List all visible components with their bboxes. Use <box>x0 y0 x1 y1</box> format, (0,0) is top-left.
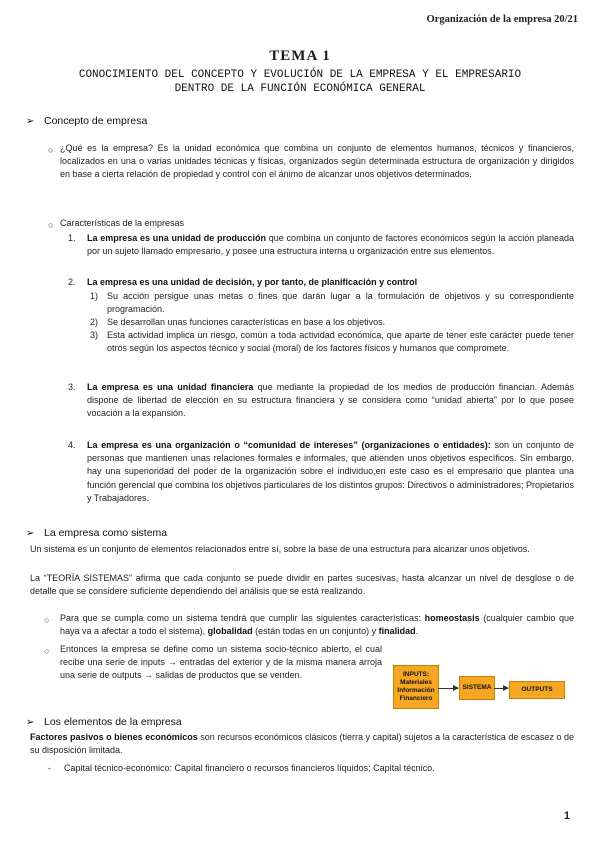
list-number: 2. <box>68 277 76 287</box>
outputs-box: OUTPUTS <box>509 681 565 699</box>
subtitle-line-1: CONOCIMIENTO DEL CONCEPTO Y EVOLUCIÓN DE LA EMPRESA Y EL EMPRESARIO <box>78 69 522 81</box>
document-header: Organización de la empresa 20/21 <box>426 14 578 25</box>
sistema-paragraph-2: La “TEORÍA SISTEMAS” afirma que cada conjunto se puede dividir en partes sucesivas, hasta alcanzar un nivel de desglose o de detalle que se considere suficiente dependiendo del análisis que se está realizando. <box>30 573 574 597</box>
inputs-box: INPUTS: Materiales Información Financiero <box>393 665 439 709</box>
arrow-right-icon <box>438 688 458 689</box>
sub-number: 2) <box>90 317 99 327</box>
circle-bullet-icon: ○ <box>44 646 50 656</box>
sistema-box: SISTEMA <box>459 676 495 700</box>
arrow-bullet-icon: ➢ <box>26 528 35 539</box>
sub-number: 3) <box>90 330 99 340</box>
sistema-bullet-2: Entonces la empresa se define como un sistema socio-técnico abierto, el cual recibe una serie de inputs → entradas del exterior y de la misma manera arroja una serie de outputs → salidas de productos que se venden. <box>60 644 382 681</box>
sub-item-2: Se desarrollan unas funciones características en base a los objetivos. <box>107 317 386 327</box>
elementos-paragraph: Factores pasivos o bienes económicos son recursos económicos clásicos (tierra y capital) sujetos a la característica de escasez o de su disposición limitada. <box>30 732 575 756</box>
section-heading-elementos: ➢ Los elementos de la empresa <box>26 716 182 728</box>
caracteristica-item-1: La empresa es una unidad de producción que combina un conjunto de factores económicos según la acción planeada por un sujeto llamado empresario, y posee una estructura interna u organización entre sus elementos. <box>87 233 574 257</box>
caracteristica-item-3: La empresa es una unidad financiera que mediante la propiedad de los medios de producción financian. Además dispone de libertad de elección en su estructura financiera y se considera como “unidad abierta” por lo que posee vocación a la expansión. <box>87 382 575 419</box>
sistema-paragraph-1: Un sistema es un conjunto de elementos relacionados entre sí, sobre la base de una estructura para alcanzar unos objetivos. <box>30 544 530 554</box>
caracteristicas-heading: Características de la empresas <box>60 218 185 228</box>
elementos-dash-item: Capital técnico-económico: Capital financiero o recursos financieros líquidos; Capital técnico. <box>64 763 435 773</box>
concepto-paragraph: ¿Qué es la empresa? Es la unidad económica que combina un conjunto de elementos humanos, técnicos y financieros, localizados en una o varias unidades técnicas y físicas, organizados según determinada estructura de organización y dirigidos en base a cierta relación de propiedad y control con el ánimo de alcanzar unos objetivos determinados. <box>60 143 574 180</box>
sub-item-1: Su acción persigue unas metas o fines que darán lugar a la formulación de objetivos y su correspondiente programación. <box>107 291 574 315</box>
sub-number: 1) <box>90 291 99 301</box>
circle-bullet-icon: ○ <box>48 145 54 155</box>
sub-item-3: Esta actividad implica un riesgo, común a toda actividad económica, que aparte de tener este carácter puede tener otros según los aspectos técnico y social (moral) de los factores físicos y humanos que compromete. <box>107 330 574 354</box>
list-number: 3. <box>68 382 76 392</box>
page-number: 1 <box>563 810 570 822</box>
arrow-right-icon <box>494 688 508 689</box>
circle-bullet-icon: ○ <box>48 220 54 230</box>
sistema-bullet-1: Para que se cumpla como un sistema tendrá que cumplir las siguientes características: homeostasis (cualquier cambio que haya va a afectar a todo el sistema), globalidad (están todas en un conjunto) y finalidad. <box>60 613 574 637</box>
circle-bullet-icon: ○ <box>44 615 50 625</box>
subtitle-line-2: DENTRO DE LA FUNCIÓN ECONÓMICA GENERAL <box>174 83 426 95</box>
page-subtitle <box>0 68 600 96</box>
section-heading-sistema: ➢ La empresa como sistema <box>26 527 168 539</box>
arrow-bullet-icon: ➢ <box>26 116 35 127</box>
caracteristica-item-2: La empresa es una unidad de decisión, y por tanto, de planificación y control <box>87 277 418 287</box>
list-number: 1. <box>68 233 76 243</box>
caracteristica-item-4: La empresa es una organización o “comunidad de intereses” (organizaciones o entidades): son un conjunto de personas que mantienen unas relaciones formales e informales, que atienden unos objetivos específicos. Sin embargo, hay una superioridad del poder de la organización sobre el individuo,en este caso es el empresario que plantea una función gerencial que combina los objetivos particulares de los distintos grupos: Directivos o administradores; Propietarios y Trabajadores. <box>87 440 574 503</box>
arrow-bullet-icon: ➢ <box>26 717 35 728</box>
dash-bullet-icon: - <box>48 763 51 773</box>
section-heading-concepto: ➢ Concepto de empresa <box>26 115 148 127</box>
list-number: 4. <box>68 440 76 450</box>
page-title: TEMA 1 <box>269 48 331 64</box>
